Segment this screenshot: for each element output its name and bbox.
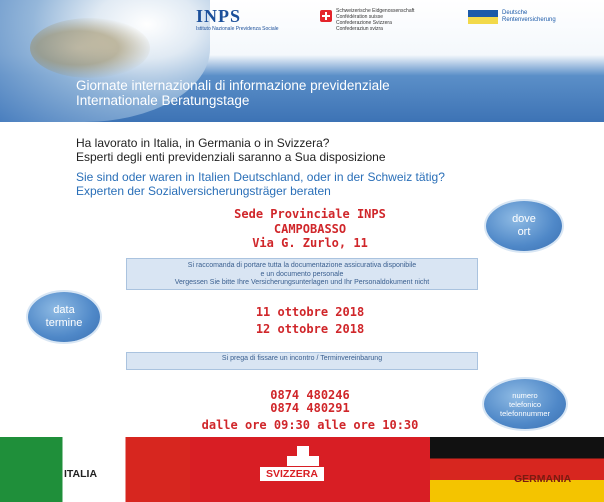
venue-address: Sede Provinciale INPS CAMPOBASSO Via G. Zurlo, 11	[234, 207, 386, 250]
drv-mark-icon	[468, 10, 498, 24]
label-germania: GERMANIA	[514, 473, 572, 485]
date-1: 11 ottobre 2018	[255, 305, 365, 319]
title-italian: Giornate internazionali di informazione previdenziale	[76, 78, 390, 93]
appointment-notice: Si prega di fissare un incontro / Terminvereinbarung	[126, 352, 478, 370]
opening-hours: dalle ore 09:30 alle ore 10:30	[201, 418, 419, 432]
swiss-confederation-logo	[320, 8, 440, 36]
location-bubble: dove ort	[486, 201, 562, 251]
phone-bubble: numero telefonico telefonnummer	[484, 379, 566, 429]
swiss-flag-icon	[320, 10, 332, 22]
germany-flag	[430, 437, 604, 502]
label-italia: ITALIA	[64, 468, 98, 480]
globe-landmass	[30, 18, 150, 78]
phone-numbers	[180, 389, 440, 415]
date-2: 12 ottobre 2018	[255, 321, 365, 336]
intro-italian: Ha lavorato in Italia, in Germania o in Svizzera? Esperti degli enti previdenziali saranno a Sua disposizione	[76, 136, 386, 164]
inps-logo	[196, 4, 296, 34]
label-svizzera: SVIZZERA	[259, 466, 325, 482]
drv-logo-text: Deutsche Rentenversicherung	[502, 10, 556, 23]
phone-1: 0874 480246	[270, 388, 350, 402]
event-title	[76, 78, 390, 108]
date-bubble: data termine	[28, 292, 100, 342]
inps-logo-subtitle: Istituto Nazionale Previdenza Sociale	[196, 26, 279, 32]
inps-logo-text: INPS	[196, 6, 242, 26]
deutsche-rentenversicherung-logo	[468, 8, 588, 36]
documents-notice: Si raccomanda di portare tutta la documentazione assicurativa disponibile e un documento personale Vergessen Sie bitte Ihre Versicherungsunterlagen und Ihr Personaldokument nicht	[126, 258, 478, 290]
event-dates	[200, 304, 420, 337]
intro-german: Sie sind oder waren in Italien Deutschland, oder in der Schweiz tätig? Experten der Sozialversicherungsträger beraten	[76, 170, 445, 198]
title-german: Internationale Beratungstage	[76, 93, 250, 108]
phone-2: 0874 480291	[270, 401, 350, 415]
swiss-logo-text: Schweizerische Eidgenossenschaft Confédération suisse Confederazione Svizzera Confederaziun svizra	[336, 8, 415, 32]
